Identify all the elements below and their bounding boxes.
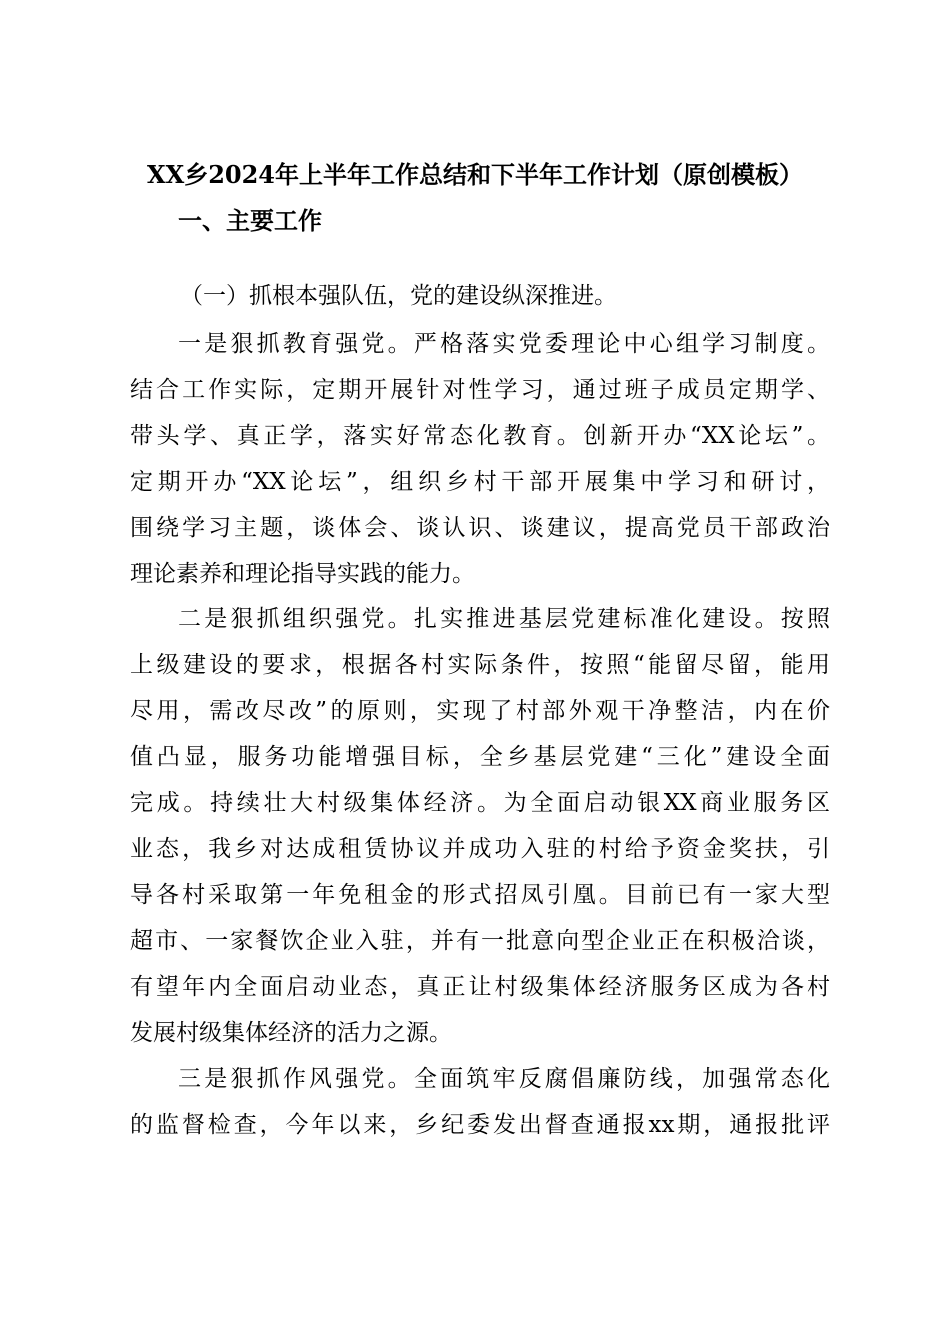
subsection-heading: （一）抓根本强队伍，党的建设纵深推进。 [180, 283, 617, 309]
section-heading: 一、主要工作 [178, 206, 322, 235]
paragraph-line: 超市、一家餐饮企业入驻，并有一批意向型企业正在积极洽谈， [130, 928, 830, 954]
paragraph-line: 三是狠抓作风强党。全面筑牢反腐倡廉防线，加强常态化 [178, 1066, 830, 1092]
paragraph-line: 发展村级集体经济的活力之源。 [130, 1020, 452, 1046]
paragraph-line: 业态，我乡对达成租赁协议并成功入驻的村给予资金奖扶，引 [130, 836, 830, 862]
document-title: XX乡2024年上半年工作总结和下半年工作计划（原创模板） [146, 160, 804, 189]
paragraph-education [130, 321, 830, 597]
paragraph-line: 值凸显，服务功能增强目标，全乡基层党建“三化”建设全面 [130, 744, 830, 770]
paragraph-line: 有望年内全面启动业态，真正让村级集体经济服务区成为各村 [130, 974, 830, 1000]
paragraph-line: 二是狠抓组织强党。扎实推进基层党建标准化建设。按照 [178, 606, 830, 632]
paragraph-conduct [130, 1056, 830, 1148]
paragraph-line: 围绕学习主题，谈体会、谈认识、谈建议，提高党员干部政治 [130, 515, 830, 541]
paragraph-line: 一是狠抓教育强党。严格落实党委理论中心组学习制度。 [178, 331, 830, 357]
paragraph-line: 导各村采取第一年免租金的形式招凤引凰。目前已有一家大型 [130, 882, 830, 908]
paragraph-line: 带头学、真正学，落实好常态化教育。创新开办“XX论坛”。 [130, 423, 830, 449]
paragraph-line: 完成。持续壮大村级集体经济。为全面启动银XX商业服务区 [130, 790, 830, 816]
paragraph-line: 定期开办“XX论坛”，组织乡村干部开展集中学习和研讨， [130, 469, 830, 495]
paragraph-line: 尽用，需改尽改”的原则，实现了村部外观干净整洁，内在价 [130, 698, 830, 724]
paragraph-line: 结合工作实际，定期开展针对性学习，通过班子成员定期学、 [130, 377, 830, 403]
paragraph-organization [130, 596, 830, 1056]
paragraph-line: 的监督检查，今年以来，乡纪委发出督查通报xx期，通报批评 [130, 1112, 830, 1138]
paragraph-line: 上级建设的要求，根据各村实际条件，按照“能留尽留，能用 [130, 652, 830, 678]
paragraph-line: 理论素养和理论指导实践的能力。 [130, 561, 475, 587]
